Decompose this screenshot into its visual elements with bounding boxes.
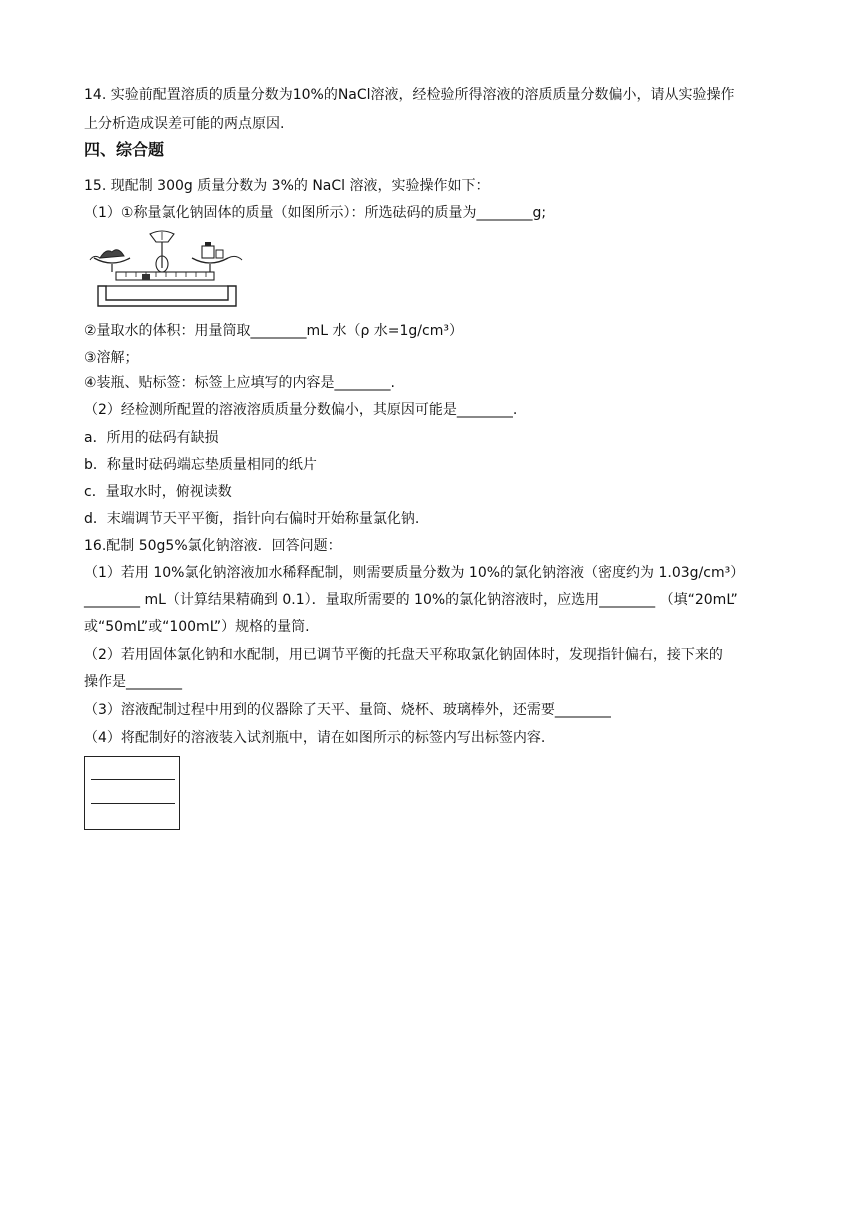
q15-part1-step1: （1）①称量氯化钠固体的质量（如图所示）：所选砝码的质量为________g; [84,205,547,221]
balance-scale-figure [86,228,248,312]
label-blank-line-1 [91,779,175,780]
q15-step3: ③溶解； [84,350,139,366]
q16-part2-line-1: （2）若用固体氯化钠和水配制，用已调节平衡的托盘天平称取氯化钠固体时，发现指针偏右，接下来的 [84,647,723,663]
q14-line-2: 上分析造成误差可能的两点原因. [84,116,285,132]
q15-step2: ②量取水的体积：用量筒取________mL 水（ρ 水=1g/cm³） [84,323,463,339]
section-heading: 四、综合题 [84,140,165,159]
q15-part2: （2）经检测所配置的溶液溶质质量分数偏小，其原因可能是________. [84,402,518,418]
q15-option-c: c．量取水时，俯视读数 [84,484,232,500]
q15-option-d: d．末端调节天平平衡，指针向右偏时开始称量氯化钠. [84,511,420,527]
q15-step4: ④装瓶、贴标签：标签上应填写的内容是________. [84,375,395,391]
q16-part2-line-2: 操作是________ [84,674,182,690]
q16-part3: （3）溶液配制过程中用到的仪器除了天平、量筒、烧杯、玻璃棒外，还需要________ [84,702,611,718]
q15-option-b: b．称量时砝码端忘垫质量相同的纸片 [84,457,317,473]
q16-part1-line-3: 或“50mL”或“100mL”）规格的量筒. [84,619,310,635]
reagent-label-box [84,756,180,830]
q14-line-1: 14. 实验前配置溶质的质量分数为10%的NaCl溶液，经检验所得溶液的溶质质量分数偏小，请从实验操作 [84,87,735,103]
q15-option-a: a．所用的砝码有缺损 [84,430,219,446]
q16-part4: （4）将配制好的溶液装入试剂瓶中，请在如图所示的标签内写出标签内容. [84,730,546,746]
label-blank-line-2 [91,803,175,804]
q16-part1-line-1: （1）若用 10%氯化钠溶液加水稀释配制，则需要质量分数为 10%的氯化钠溶液（密度约为 1.03g/cm³） [84,565,745,581]
q16-part1-line-2: ________ mL（计算结果精确到 0.1）．量取所需要的 10%的氯化钠溶液时，应选用________ （填“20mL” [84,592,738,608]
q15-intro: 15. 现配制 300g 质量分数为 3%的 NaCl 溶液，实验操作如下： [84,178,490,194]
q16-intro: 16.配制 50g5%氯化钠溶液．回答问题： [84,538,342,554]
